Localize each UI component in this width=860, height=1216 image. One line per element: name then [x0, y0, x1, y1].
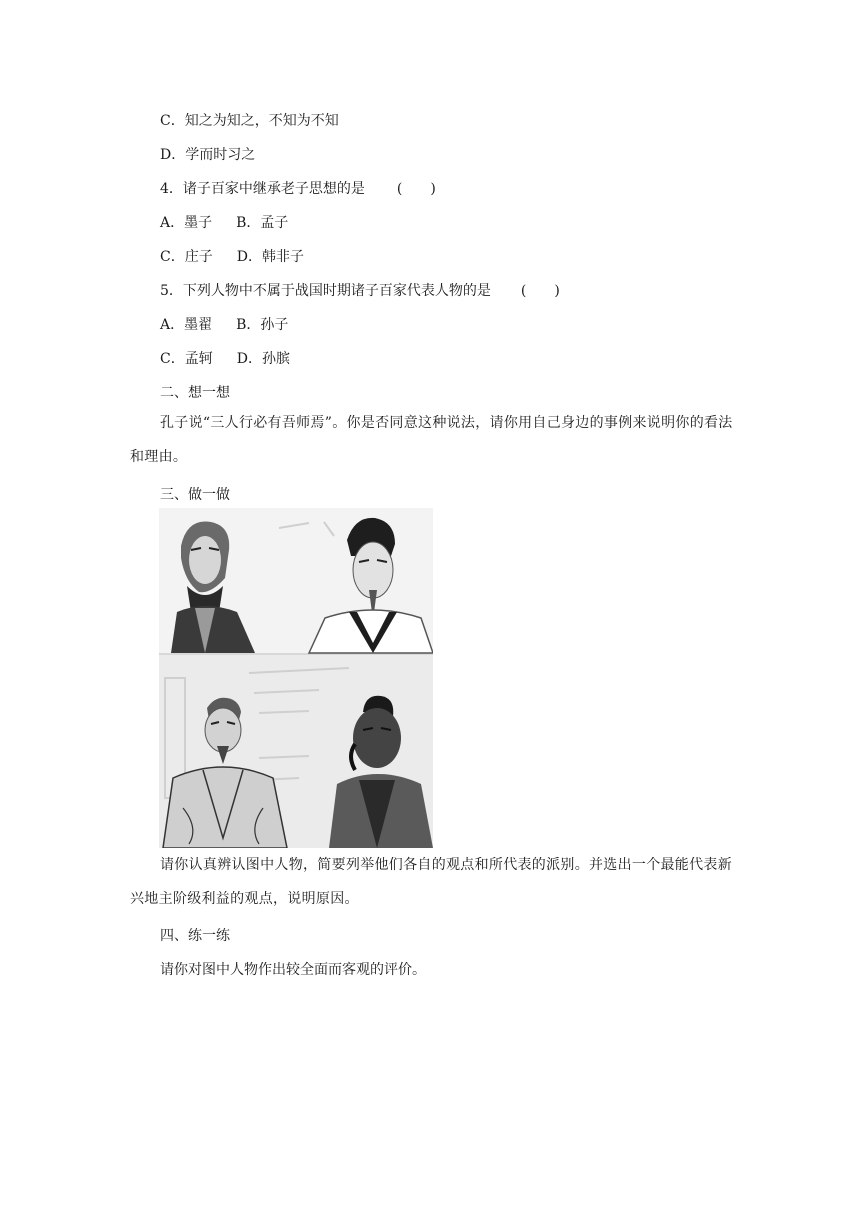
section2-text: 孔子说“三人行必有吾师焉”。你是否同意这种说法，请你用自己身边的事例来说明你的看法和理由。 — [130, 415, 733, 465]
q4-option-b: B．孟子 — [236, 215, 289, 231]
section4-heading: 四、练一练 — [160, 928, 230, 944]
q3-option-d: D．学而时习之 — [160, 147, 256, 163]
section3-heading: 三、做一做 — [160, 487, 230, 503]
q4-options-row-1 — [160, 213, 288, 233]
q5-stem: 5．下列人物中不属于战国时期诸子百家代表人物的是 — [160, 283, 491, 299]
q5-option-a: A．墨翟 — [160, 317, 213, 333]
q5-answer-blank: ( ) — [520, 283, 560, 299]
q4-answer-blank: ( ) — [396, 181, 436, 197]
section3-text: 请你认真辨认图中人物，简要列举他们各自的观点和所代表的派别。并选出一个最能代表新兴地主阶级利益的观点，说明原因。 — [130, 857, 732, 907]
q5-option-d: D．孙膑 — [236, 351, 290, 367]
portraits-figure — [159, 508, 433, 848]
q5-options-row-2 — [160, 349, 290, 369]
q4-option-d: D．韩非子 — [236, 249, 304, 265]
q4-options-row-2 — [160, 247, 304, 267]
q4-stem: 4．诸子百家中继承老子思想的是 — [160, 181, 365, 197]
q4-option-a: A．墨子 — [160, 215, 213, 231]
q5-option-b: B．孙子 — [236, 317, 289, 333]
section2-heading: 二、想一想 — [160, 385, 230, 401]
section4-text: 请你对图中人物作出较全面而客观的评价。 — [160, 962, 426, 978]
q4-option-c: C．庄子 — [160, 249, 213, 265]
q5-question — [160, 281, 560, 301]
q5-option-c: C．孟轲 — [160, 351, 213, 367]
q4-question — [160, 179, 436, 199]
q3-option-c: C．知之为知之，不知为不知 — [160, 113, 339, 129]
q5-options-row-1 — [160, 315, 288, 335]
